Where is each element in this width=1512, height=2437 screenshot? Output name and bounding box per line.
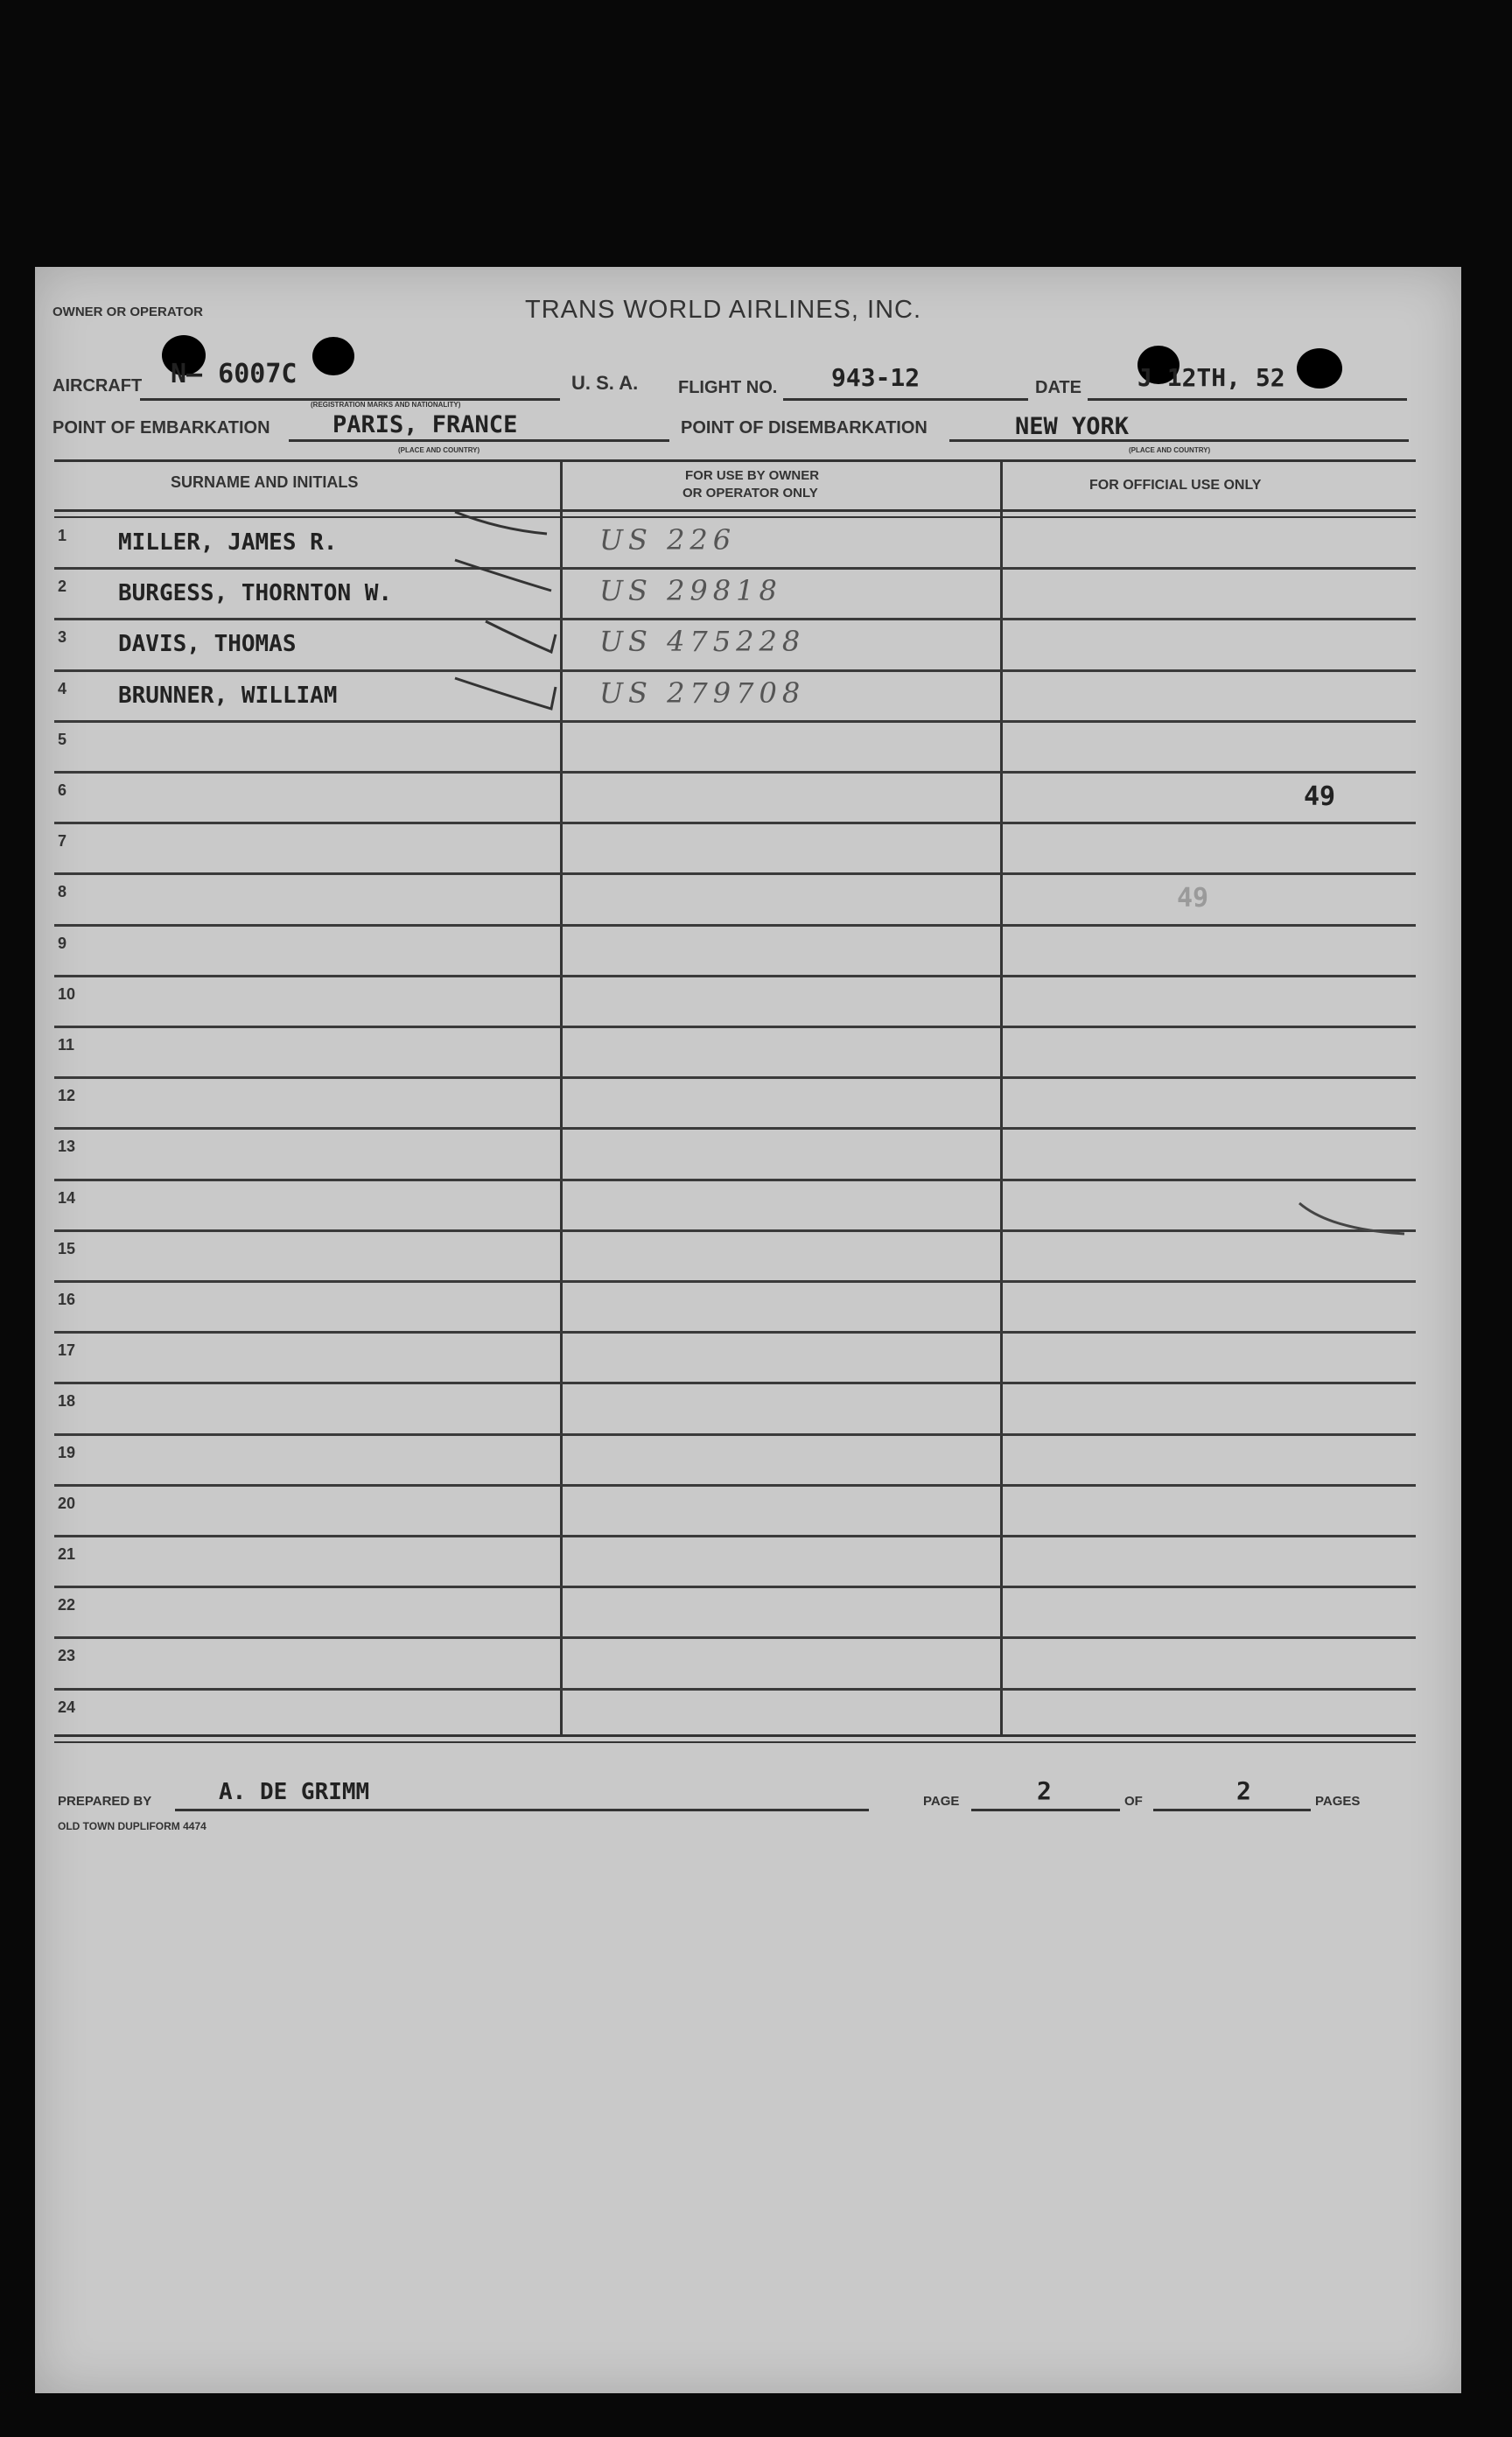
col-owner-header-1: FOR USE BY OWNER [685, 468, 820, 483]
row-number: 5 [58, 730, 67, 748]
row-number: 23 [58, 1647, 76, 1665]
prepared-by-label: PREPARED BY [58, 1794, 152, 1809]
row-line [54, 1484, 1416, 1487]
passenger-name: BURGESS, THORNTON W. [118, 580, 393, 607]
row-line [54, 1688, 1416, 1691]
passenger-name: MILLER, JAMES R. [118, 529, 338, 556]
row-number: 13 [58, 1138, 76, 1156]
row-number: 14 [58, 1188, 76, 1207]
row-line [54, 1586, 1416, 1588]
usa-label: U. S. A. [571, 372, 639, 394]
prepared-underline [175, 1809, 869, 1811]
row-line [54, 669, 1416, 672]
row-line [54, 771, 1416, 774]
row-line [54, 618, 1416, 620]
row-number: 19 [58, 1443, 76, 1461]
owner-use-note: US 29818 [599, 574, 782, 608]
place-country-note: (PLACE AND COUNTRY) [398, 446, 480, 454]
row-number: 20 [58, 1494, 76, 1512]
row-line [54, 924, 1416, 927]
row-line [54, 1076, 1416, 1079]
row-line [54, 1026, 1416, 1028]
row-number: 1 [58, 527, 67, 544]
official-use-value: 49 [1177, 883, 1209, 914]
row-line [54, 1382, 1416, 1384]
owner-label: OWNER OR OPERATOR [52, 305, 203, 319]
disembarkation-label: POINT OF DISEMBARKATION [681, 418, 928, 438]
row-line [54, 1636, 1416, 1639]
row-line [54, 975, 1416, 977]
of-label: OF [1124, 1794, 1143, 1809]
punch-hole [1297, 348, 1342, 389]
date-label: DATE [1035, 378, 1082, 397]
pages-label: PAGES [1315, 1794, 1361, 1809]
official-tick-mark [1295, 1199, 1418, 1243]
registration-note: (REGISTRATION MARKS AND NATIONALITY) [311, 401, 461, 409]
table-bottom-line [54, 1734, 1416, 1737]
table-header-bottom-line [54, 509, 1416, 512]
table-top-line [54, 459, 1416, 462]
row-line [54, 1433, 1416, 1436]
col-owner-header-2: OR OPERATOR ONLY [682, 486, 818, 501]
row-number: 18 [58, 1392, 76, 1411]
row-number: 11 [58, 1036, 75, 1054]
table-header-bottom-line-2 [54, 516, 1416, 518]
owner-use-note: US 279708 [599, 676, 806, 710]
column-divider-2 [1000, 459, 1003, 1734]
date-value: J 12TH, 52 [1138, 363, 1285, 392]
owner-use-note: US 226 [599, 523, 737, 557]
disembarkation-value: NEW YORK [1015, 413, 1130, 440]
row-number: 9 [58, 934, 67, 952]
passenger-name: DAVIS, THOMAS [118, 631, 297, 658]
aircraft-value: N— 6007C [171, 359, 298, 389]
date-underline [1088, 398, 1407, 401]
flight-underline [783, 398, 1028, 401]
row-number: 17 [58, 1341, 76, 1360]
prepared-by-value: A. DE GRIMM [219, 1779, 370, 1805]
row-number: 12 [58, 1087, 76, 1105]
row-line [54, 1229, 1416, 1232]
punch-hole [312, 337, 354, 375]
row-number: 8 [58, 883, 67, 901]
airline-title: TRANS WORLD AIRLINES, INC. [525, 296, 922, 324]
col-surname-header: SURNAME AND INITIALS [171, 473, 359, 491]
row-number: 16 [58, 1291, 76, 1308]
owner-use-note: US 475228 [599, 625, 806, 659]
check-icon [455, 512, 547, 534]
form-id: OLD TOWN DUPLIFORM 4474 [58, 1820, 206, 1832]
page-value: 2 [1037, 1776, 1052, 1805]
place-country-note-2: (PLACE AND COUNTRY) [1129, 446, 1211, 454]
check-icon [455, 678, 556, 709]
row-number: 15 [58, 1239, 76, 1257]
of-value: 2 [1236, 1776, 1251, 1805]
row-line [54, 1331, 1416, 1334]
flight-value: 943-12 [831, 363, 920, 392]
row-number: 24 [58, 1698, 76, 1716]
aircraft-label: AIRCRAFT [52, 376, 143, 396]
row-line [54, 567, 1416, 570]
page-underline [971, 1809, 1120, 1811]
row-line [54, 1280, 1416, 1283]
row-line [54, 1535, 1416, 1537]
col-official-header: FOR OFFICIAL USE ONLY [1089, 478, 1262, 493]
of-underline [1153, 1809, 1311, 1811]
flight-label: FLIGHT NO. [678, 378, 778, 397]
row-number: 21 [58, 1545, 76, 1563]
row-number: 2 [58, 578, 67, 596]
page-label: PAGE [923, 1794, 960, 1809]
passenger-name: BRUNNER, WILLIAM [118, 682, 338, 709]
row-number: 3 [58, 628, 67, 647]
table-bottom-line-2 [54, 1741, 1416, 1743]
embark-underline [289, 439, 669, 442]
row-number: 7 [58, 832, 67, 851]
row-number: 10 [58, 984, 76, 1003]
row-number: 6 [58, 781, 67, 799]
row-line [54, 1127, 1416, 1130]
row-line [54, 822, 1416, 824]
official-use-value: 49 [1304, 781, 1336, 812]
row-number: 22 [58, 1596, 76, 1614]
check-icon [486, 621, 556, 652]
row-line [54, 872, 1416, 875]
checkmarks [438, 499, 578, 726]
row-line [54, 720, 1416, 723]
embarkation-label: POINT OF EMBARKATION [52, 418, 270, 438]
row-number: 4 [58, 679, 67, 697]
embarkation-value: PARIS, FRANCE [332, 411, 518, 438]
row-line [54, 1179, 1416, 1181]
check-icon [455, 560, 551, 591]
